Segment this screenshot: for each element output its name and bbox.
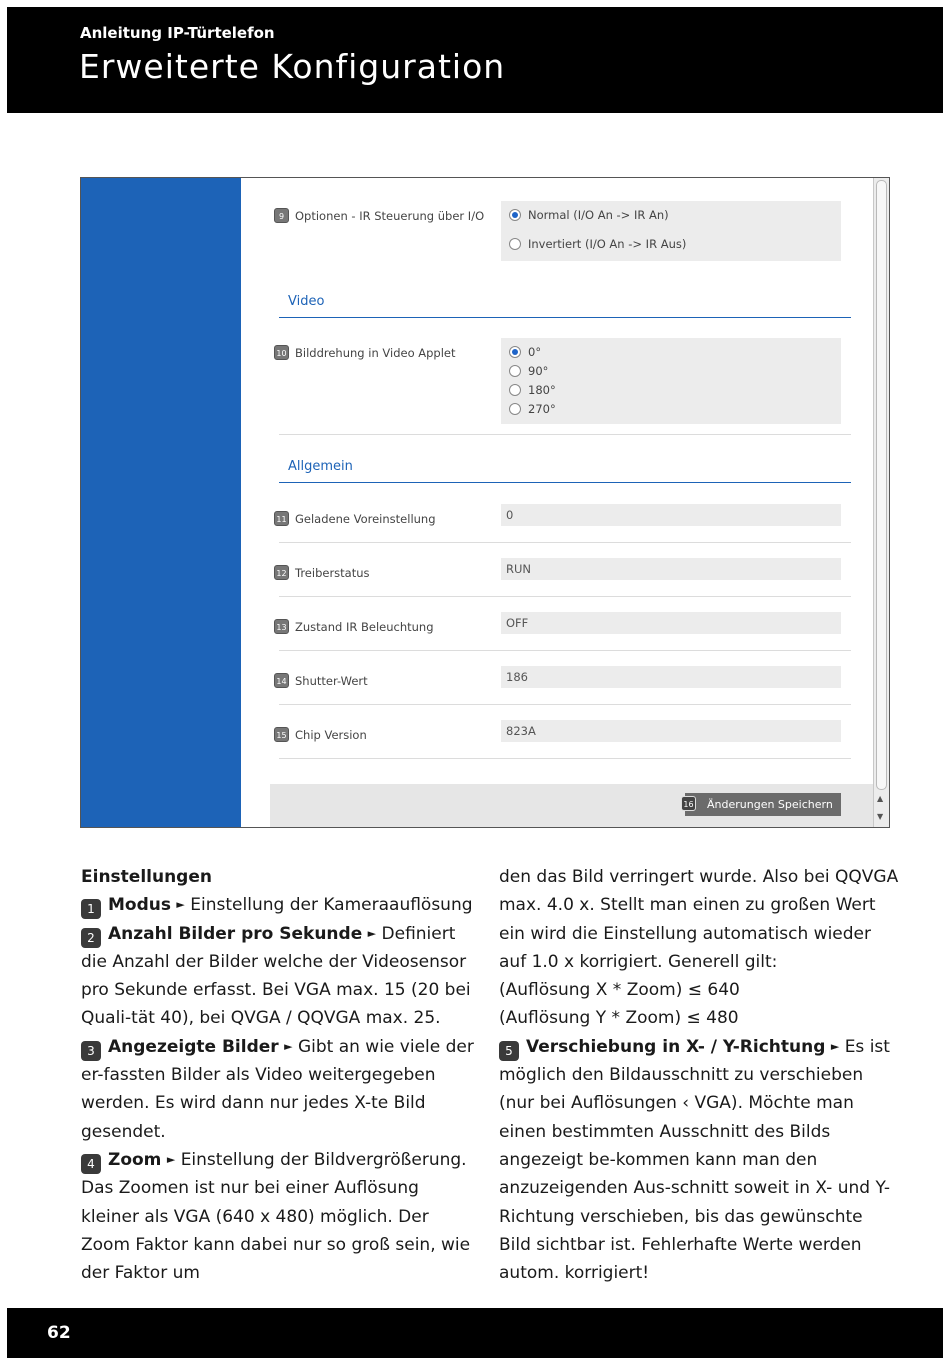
radio-label: 0° [528,345,542,359]
radio-selected-icon [509,209,521,221]
item-body: Gibt an wie viele der er-fassten Bilder als Video weitergegeben werden. Es wird dann nur jedes X-te Bild gesendet. [81,1036,474,1142]
arrow-icon: ► [166,1152,176,1166]
item-title: Anzahl Bilder pro Sekunde [108,923,363,944]
radio-ir-inverted[interactable] [509,237,686,251]
item-zoom [81,1146,481,1287]
radio-unselected-icon [509,403,521,415]
field-value-shutter: 186 [501,666,841,688]
separator [279,650,851,651]
save-button-label: Änderungen Speichern [707,798,833,811]
field-value-ir-state: OFF [501,612,841,634]
number-badge: 3 [81,1041,101,1061]
callout-number: 11 [274,511,289,526]
field-value-chip: 823A [501,720,841,742]
field-label-chip [274,727,367,742]
radio-label: 270° [528,402,556,416]
callout-number: 16 [681,796,696,811]
separator [279,758,851,759]
field-label-text: Shutter-Wert [295,673,368,688]
ir-option-group [501,201,841,261]
field-label-text: Chip Version [295,727,367,742]
item-displayed-frames [81,1033,481,1146]
config-screenshot [80,177,890,828]
item-title: Zoom [108,1149,162,1170]
number-badge: 2 [81,928,101,948]
radio-label: Normal (I/O An -> IR An) [528,208,669,222]
arrow-icon: ► [830,1039,840,1053]
arrow-icon: ► [284,1039,293,1053]
field-label-preset [274,511,436,526]
radio-rotation-270[interactable] [509,402,556,416]
callout-number: 14 [274,673,289,688]
callout-number: 9 [274,208,289,223]
page-number: 62 [47,1323,71,1343]
arrow-icon: ► [367,926,377,940]
section-general: Allgemein [288,459,353,474]
section-heading: Einstellungen [81,867,212,887]
scrollbar[interactable] [873,178,889,827]
rotation-text: Bilddrehung in Video Applet [295,345,456,360]
radio-label: 90° [528,364,549,378]
callout-number: 12 [274,565,289,580]
item-frames-per-second [81,920,481,1033]
formula-y: (Auflösung Y * Zoom) ≤ 480 [499,1008,739,1029]
radio-rotation-180[interactable] [509,383,556,397]
item-title: Modus [108,895,171,916]
radio-rotation-90[interactable] [509,364,548,378]
separator [279,434,851,435]
rotation-label [274,345,456,360]
header-subtitle: Anleitung IP-Türtelefon [80,24,275,42]
scrollbar-thumb[interactable] [876,180,887,790]
rotation-group [501,338,841,424]
callout-number: 10 [274,345,289,360]
field-label-text: Zustand IR Beleuchtung [295,619,434,634]
page-header [7,7,943,113]
item-title: Verschiebung in X- / Y-Richtung [526,1036,826,1057]
section-video: Video [288,294,325,309]
field-label-text: Geladene Voreinstellung [295,511,436,526]
text-column-left [81,863,481,1287]
scroll-up-icon[interactable]: ▲ [877,794,884,803]
header-title: Erweiterte Konfiguration [79,47,506,86]
item-body: Einstellung der Kameraauflösung [190,895,473,916]
number-badge: 1 [81,899,101,919]
number-badge: 5 [499,1041,519,1061]
separator [279,704,851,705]
ir-option-text: Optionen - IR Steuerung über I/O [295,208,485,223]
screenshot-sidebar [81,178,241,827]
item-body: Einstellung der Bildvergrößerung. Das Zoomen ist nur bei einer Auflösung kleiner als VGA (640 x 480) möglich. Der Zoom Faktor kann dabei nur so groß sein, wie der Faktor um [81,1149,471,1284]
arrow-icon: ► [176,898,185,912]
item-title: Angezeigte Bilder [108,1036,279,1057]
field-label-shutter [274,673,368,688]
radio-unselected-icon [509,384,521,396]
item-body: Es ist möglich den Bildausschnitt zu verschieben (nur bei Auflösungen ‹ VGA). Möchte man einen bestimmten Ausschnitt des Bilds angezeigt be-kommen kann man den anzuzeigenden Aus-schnitt soweit in X- und Y-Richtung verschieben, bis das gewünschte Bild sichtbar ist. Fehlerhafte Werte werden autom. korrigiert! [499,1036,890,1284]
ir-option-label [274,208,484,223]
radio-unselected-icon [509,238,521,250]
field-label-ir-state [274,619,434,634]
field-label-text: Treiberstatus [295,565,370,580]
text-column-right [499,863,899,1287]
radio-unselected-icon [509,365,521,377]
callout-number: 15 [274,727,289,742]
item-shift [499,1033,899,1288]
section-divider [279,317,851,318]
number-badge: 4 [81,1154,101,1174]
radio-label: 180° [528,383,556,397]
separator [279,542,851,543]
page-footer [7,1308,943,1358]
formula-x: (Auflösung X * Zoom) ≤ 640 [499,980,740,1001]
radio-rotation-0[interactable] [509,345,541,359]
field-value-preset: 0 [501,504,841,526]
separator [279,596,851,597]
radio-label: Invertiert (I/O An -> IR Aus) [528,237,687,251]
zoom-continued: den das Bild verringert wurde. Also bei QQVGA max. 4.0 x. Stellt man einen zu großen Wert ein wird die Einstellung automatisch wieder auf 1.0 x korrigiert. Generell gilt: [499,867,899,972]
radio-selected-icon [509,346,521,358]
callout-number: 13 [274,619,289,634]
scroll-down-icon[interactable]: ▼ [877,812,884,821]
save-changes-button[interactable] [685,793,841,816]
item-modus [81,891,481,919]
radio-ir-normal[interactable] [509,208,669,222]
section-divider [279,482,851,483]
field-value-driver: RUN [501,558,841,580]
item-body: Definiert die Anzahl der Bilder welche der Videosensor pro Sekunde erfasst. Bei VGA max. 15 (20 bei Quali-tät 40), bei QVGA / QQVGA max. 25. [81,923,471,1029]
field-label-driver [274,565,370,580]
